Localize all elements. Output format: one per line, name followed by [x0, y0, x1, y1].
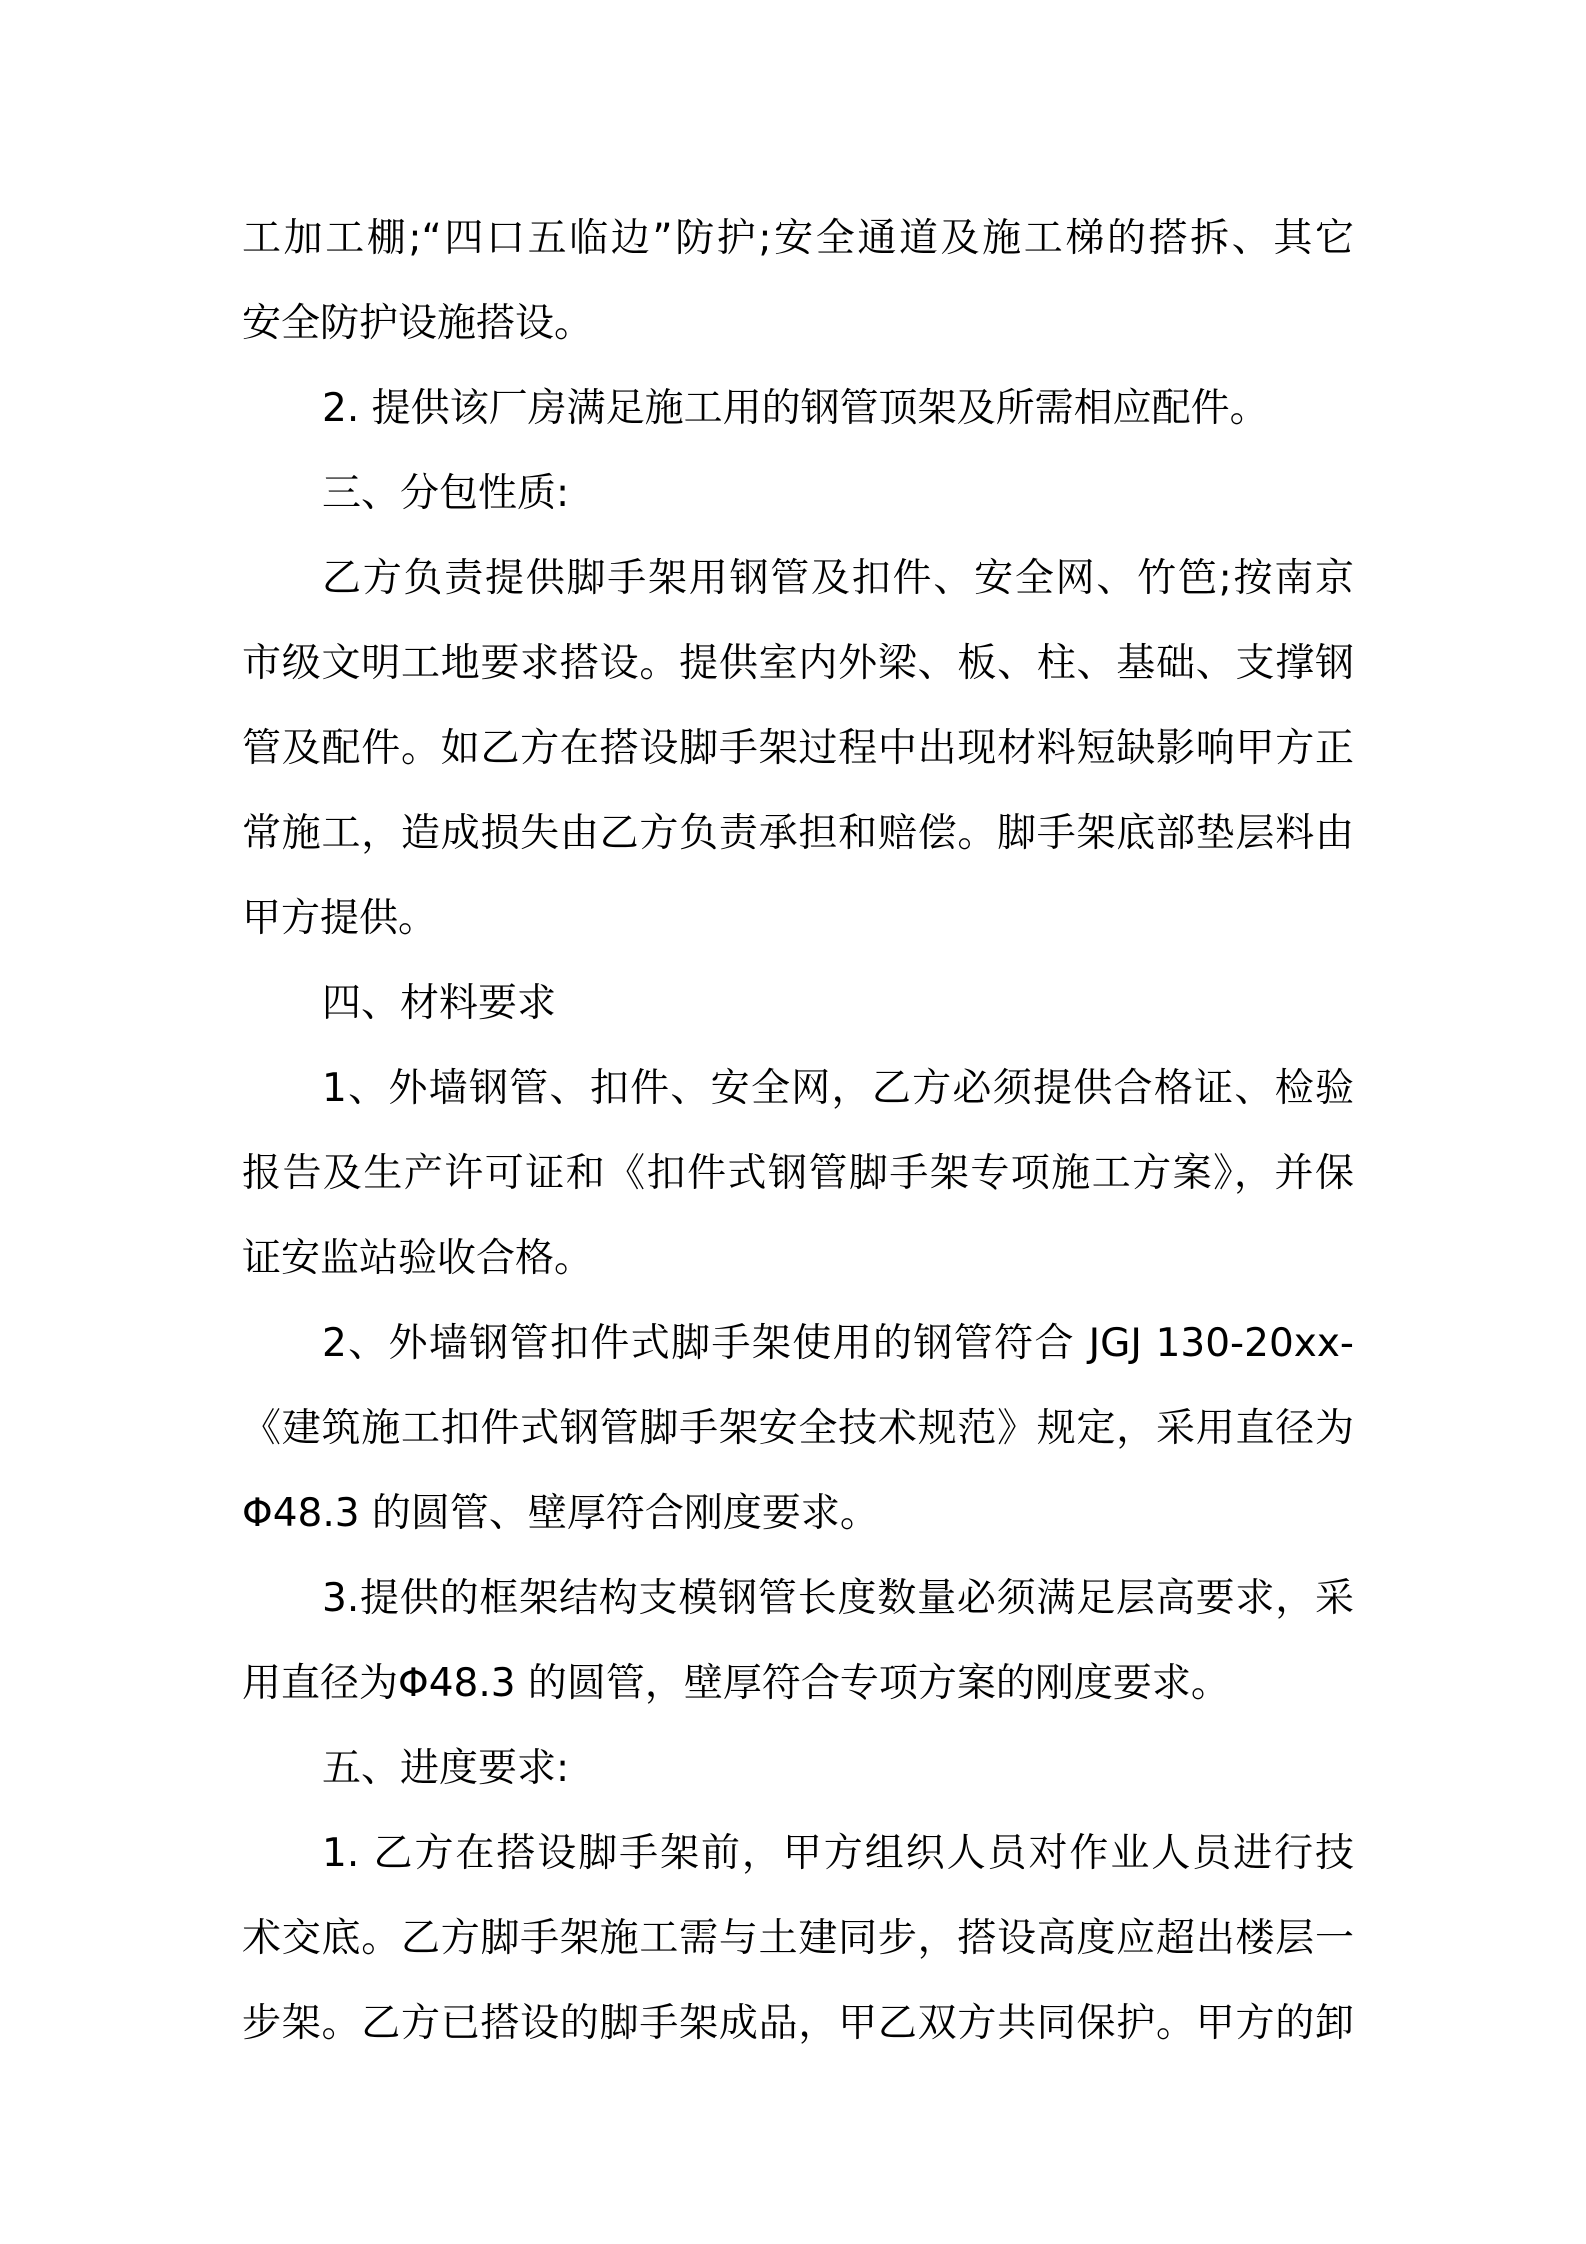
- text-line: 3.提供的框架结构支模钢管长度数量必须满足层高要求，采: [322, 1576, 1354, 1621]
- text-line: 市级文明工地要求搭设。提供室内外梁、板、柱、基础、支撑钢: [242, 641, 1354, 686]
- section-heading: 四、材料要求: [322, 981, 557, 1026]
- text-line: 步架。乙方已搭设的脚手架成品，甲乙双方共同保护。甲方的卸: [242, 2001, 1354, 2046]
- text-line: 用直径为Φ48.3 的圆管，壁厚符合专项方案的刚度要求。: [242, 1661, 1230, 1706]
- text-line: 乙方负责提供脚手架用钢管及扣件、安全网、竹笆;按南京: [322, 556, 1354, 601]
- text-line: 1. 乙方在搭设脚手架前，甲方组织人员对作业人员进行技: [322, 1831, 1354, 1876]
- text-line: Φ48.3 的圆管、壁厚符合刚度要求。: [242, 1491, 879, 1536]
- section-heading: 三、分包性质:: [322, 471, 570, 516]
- text-line: 常施工，造成损失由乙方负责承担和赔偿。脚手架底部垫层料由: [242, 811, 1354, 856]
- document-body: [242, 196, 1354, 2066]
- text-line: 报告及生产许可证和《扣件式钢管脚手架专项施工方案》，并保: [242, 1151, 1354, 1196]
- text-line: 《建筑施工扣件式钢管脚手架安全技术规范》规定，采用直径为: [242, 1406, 1354, 1451]
- text-line: 2. 提供该厂房满足施工用的钢管顶架及所需相应配件。: [322, 386, 1269, 431]
- text-line: 证安监站验收合格。: [242, 1236, 594, 1281]
- text-line: 工加工棚;“四口五临边”防护;安全通道及施工梯的搭拆、其它: [242, 216, 1354, 261]
- text-line: 术交底。乙方脚手架施工需与土建同步，搭设高度应超出楼层一: [242, 1916, 1354, 1961]
- text-line: 管及配件。如乙方在搭设脚手架过程中出现材料短缺影响甲方正: [242, 726, 1354, 771]
- text-line: 2、外墙钢管扣件式脚手架使用的钢管符合 JGJ 130-20xx-: [322, 1321, 1354, 1366]
- text-line: 1、外墙钢管、扣件、安全网，乙方必须提供合格证、检验: [322, 1066, 1354, 1111]
- text-line: 安全防护设施搭设。: [242, 301, 594, 346]
- section-heading: 五、进度要求:: [322, 1746, 570, 1791]
- text-line: 甲方提供。: [242, 896, 438, 941]
